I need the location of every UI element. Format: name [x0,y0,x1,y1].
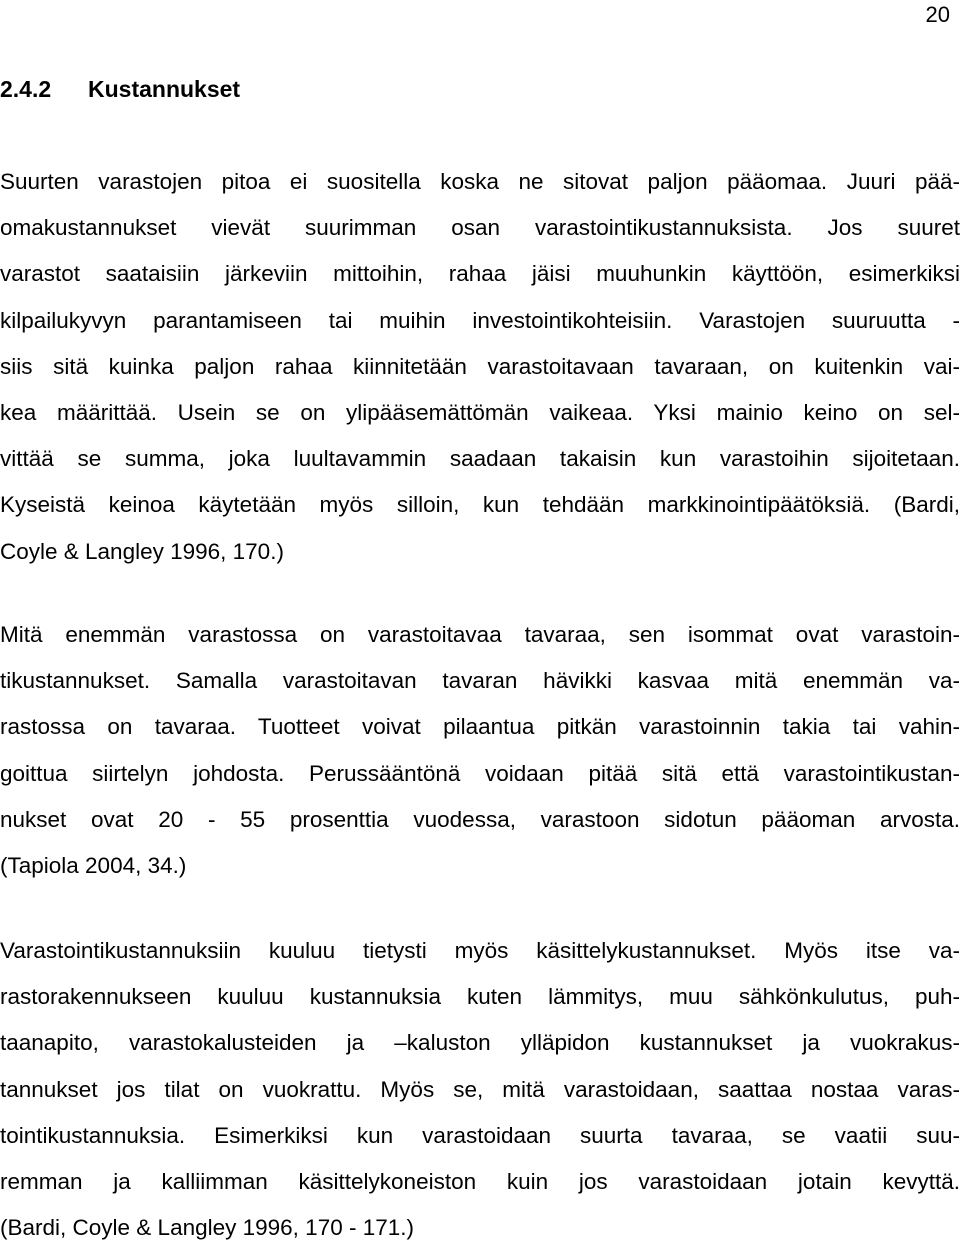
paragraph-line: Mitä enemmän varastossa on varastoitavaa tavaraa, sen isommat ovat varastoin- [0,622,960,647]
paragraph-line: (Tapiola 2004, 34.) [0,852,187,878]
paragraph-line: remman ja kalliimman käsittelykoneiston kuin jos varastoidaan jotain kevyttä. [0,1168,960,1194]
paragraph-line: kea määrittää. Usein se on ylipääsemättömän vaikeaa. Yksi mainio keino on sel- [0,399,960,425]
paragraph-line: Kyseistä keinoa käytetään myös silloin, kun tehdään markkinointipäätöksiä. (Bardi, [0,492,960,518]
section-number: 2.4.2 [0,76,52,102]
paragraph-line: tannukset jos tilat on vuokrattu. Myös se, mitä varastoidaan, saattaa nostaa varas- [0,1076,960,1102]
paragraph-line: tointikustannuksia. Esimerkiksi kun varastoidaan suurta tavaraa, se vaatii suu- [0,1122,960,1148]
paragraph-line: kilpailukyvyn parantamiseen tai muihin investointikohteisiin. Varastojen suuruutta - [0,307,960,333]
paragraph-line: goittua siirtelyn johdosta. Perussääntönä voidaan pitää sitä että varastointikustan- [0,760,960,786]
section-title: Kustannukset [88,76,241,102]
section-heading [0,74,240,104]
page-number: 20 [925,2,950,27]
paragraph-line: Suurten varastojen pitoa ei suositella koska ne sitovat paljon pääomaa. Juuri pää- [0,169,960,194]
paragraph-line: rastossa on tavaraa. Tuotteet voivat pilaantua pitkän varastoinnin takia tai vahin- [0,714,960,740]
paragraph-line: Coyle & Langley 1996, 170.) [0,538,284,564]
paragraph-line: (Bardi, Coyle & Langley 1996, 170 - 171.) [0,1215,414,1241]
paragraph-line: omakustannukset vievät suurimman osan varastointikustannuksista. Jos suuret [0,215,960,241]
paragraph-line: vittää se summa, joka luultavammin saadaan takaisin kun varastoihin sijoitetaan. [0,446,960,472]
paragraph-line: varastot saataisiin järkeviin mittoihin, rahaa jäisi muuhunkin käyttöön, esimerkiksi [0,261,960,287]
paragraph-1 [0,159,960,575]
paragraph-line: nukset ovat 20 - 55 prosenttia vuodessa, varastoon sidotun pääoman arvosta. [0,806,960,832]
paragraph-line: rastorakennukseen kuuluu kustannuksia kuten lämmitys, muu sähkönkulutus, puh- [0,984,960,1010]
paragraph-3 [0,928,960,1251]
paragraph-line: Varastointikustannuksiin kuuluu tietysti myös käsittelykustannukset. Myös itse va- [0,938,960,963]
paragraph-line: siis sitä kuinka paljon rahaa kiinnitetään varastoitavaan tavaraan, on kuitenkin vai- [0,353,960,379]
paragraph-line: taanapito, varastokalusteiden ja –kaluston ylläpidon kustannukset ja vuokrakus- [0,1030,960,1056]
paragraph-line: tikustannukset. Samalla varastoitavan tavaran hävikki kasvaa mitä enemmän va- [0,668,960,694]
paragraph-2 [0,612,960,889]
